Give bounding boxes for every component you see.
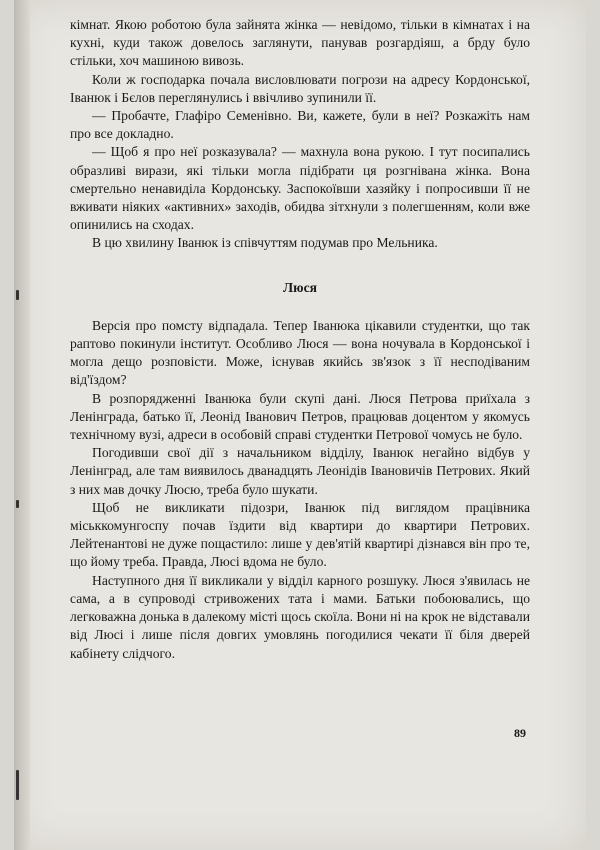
paragraph: — Щоб я про неї розказувала? — махнула вона рукою. І тут посипались образливі вирази, які тільки могла підібрати ця розгнівана жінка. Вона смертельно ненавиділа Кордонську. Заспокоївши хазяйку і попросивши її не вживати ніяких «активних» заходів, обидва зітхнули з полегшенням, коли вже опинились на сходах. xyxy=(70,144,530,233)
paragraph: Версія про помсту відпадала. Тепер Іванюка цікавили студентки, що так раптово покинули інститут. Особливо Люся — вона ночувала в Кордонської і могла дещо розповісти. Може, існував якийсь зв'язок з її несподіваним від'їздом? xyxy=(70,317,530,388)
margin-mark xyxy=(16,290,19,300)
paragraph: — Пробачте, Глафіро Семенівно. Ви, кажете, були в неї? Розкажіть нам про все докладно. xyxy=(70,108,530,142)
margin-mark xyxy=(16,500,19,508)
margin-mark xyxy=(16,770,19,800)
paragraph: Щоб не викликати підозри, Іванюк під виглядом працівника міськкомунгоспу почав їздити від квартири до квартири Петрових. Лейтенантові не дуже пощастило: лише у дев'ятій квартирі дізнався він про те, що йому треба. Правда, Люсі вдома не було. xyxy=(70,499,530,570)
paragraph: В цю хвилину Іванюк із співчуттям подумав про Мельника. xyxy=(92,235,438,251)
section-heading: Люся xyxy=(283,279,317,295)
paragraph: кімнат. Якою роботою була зайнята жінка — невідомо, тільки в кімнатах і на кухні, куди також довелось заглянути, панував розгардіяш, а брду було стільки, хоч машиною вивозь. xyxy=(70,17,530,69)
paragraph: Погодивши свої дії з начальником відділу, Іванюк негайно відбув у Ленінград, але там виявилось дванадцять Леонідів Івановичів Петрових. Який з них мав дочку Люсю, треба було шукати. xyxy=(70,445,530,497)
paragraph: В розпорядженні Іванюка були скупі дані. Люся Петрова приїхала з Ленінграда, батько її, Леонід Іванович Петров, працював доцентом у якомусь технічному вузі, адреси в особовій справі студентки Петрової чомусь не було. xyxy=(70,390,530,443)
paragraph: Наступного дня її викликали у відділ карного розшуку. Люся з'явилась не сама, а в супроводі стривожених тата і мами. Батьки побоювались, що легковажна донька в далекому місті щось скоїла. Вони ні на крок не відставали від Люсі і лише після довгих умовлянь погодилися чекати її біля дверей кабінету слідчого. xyxy=(70,572,530,661)
book-page xyxy=(14,0,586,850)
paragraph: Коли ж господарка почала висловлювати погрози на адресу Кордонської, Іванюк і Бєлов переглянулись і ввічливо зупинили її. xyxy=(70,71,530,105)
page-number: 89 xyxy=(514,726,526,740)
page-text xyxy=(70,16,530,663)
page-spine-shadow xyxy=(14,0,30,850)
